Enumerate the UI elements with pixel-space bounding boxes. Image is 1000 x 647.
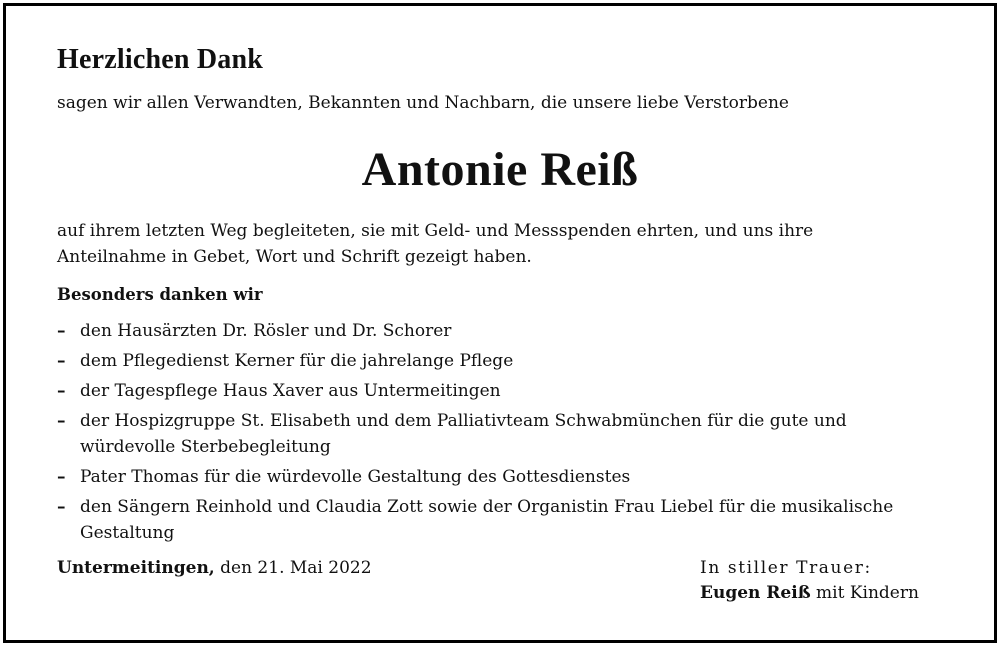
place-name: Untermeitingen, (57, 558, 215, 578)
notice-heading: Herzlichen Dank (57, 44, 263, 75)
body-line: Anteilnahme in Gebet, Wort und Schrift gezeigt haben. (57, 247, 532, 267)
list-item (57, 348, 947, 374)
date-text: den 21. Mai 2022 (220, 558, 372, 578)
list-item (57, 378, 947, 404)
signer-suffix: mit Kindern (816, 583, 919, 603)
list-item-text: der Hospizgruppe St. Elisabeth und dem Palliativteam Schwabmünchen für die gute und würdevolle Sterbebegleitung (80, 411, 847, 457)
intro-text: sagen wir allen Verwandten, Bekannten und Nachbarn, die unsere liebe Verstorbene (57, 93, 789, 113)
thanks-subheading: Besonders danken wir (57, 285, 263, 304)
list-item (57, 494, 947, 546)
bullet-dash: – (57, 381, 66, 401)
bullet-dash: – (57, 351, 66, 371)
bullet-dash: – (57, 321, 66, 341)
thanks-list (57, 318, 947, 550)
place-date (57, 558, 372, 578)
signer (700, 583, 919, 603)
list-item-text: Pater Thomas für die würdevolle Gestaltung des Gottesdienstes (80, 467, 631, 487)
deceased-name: Antonie Reiß (361, 143, 639, 196)
list-item-text: den Hausärzten Dr. Rösler und Dr. Schorer (80, 321, 452, 341)
list-item-text: der Tagespflege Haus Xaver aus Untermeitingen (80, 381, 501, 401)
bullet-dash: – (57, 411, 66, 431)
list-item (57, 464, 947, 490)
mourning-label: In stiller Trauer: (700, 558, 872, 578)
bullet-dash: – (57, 467, 66, 487)
list-item (57, 408, 947, 460)
bullet-dash: – (57, 497, 66, 517)
list-item (57, 318, 947, 344)
signer-name: Eugen Reiß (700, 583, 811, 603)
list-item-text: dem Pflegedienst Kerner für die jahrelange Pflege (80, 351, 514, 371)
list-item-text: den Sängern Reinhold und Claudia Zott sowie der Organistin Frau Liebel für die musikalische Gestaltung (80, 497, 894, 543)
body-paragraph (57, 218, 937, 270)
body-line: auf ihrem letzten Weg begleiteten, sie mit Geld- und Messspenden ehrten, und uns ihre (57, 221, 814, 241)
